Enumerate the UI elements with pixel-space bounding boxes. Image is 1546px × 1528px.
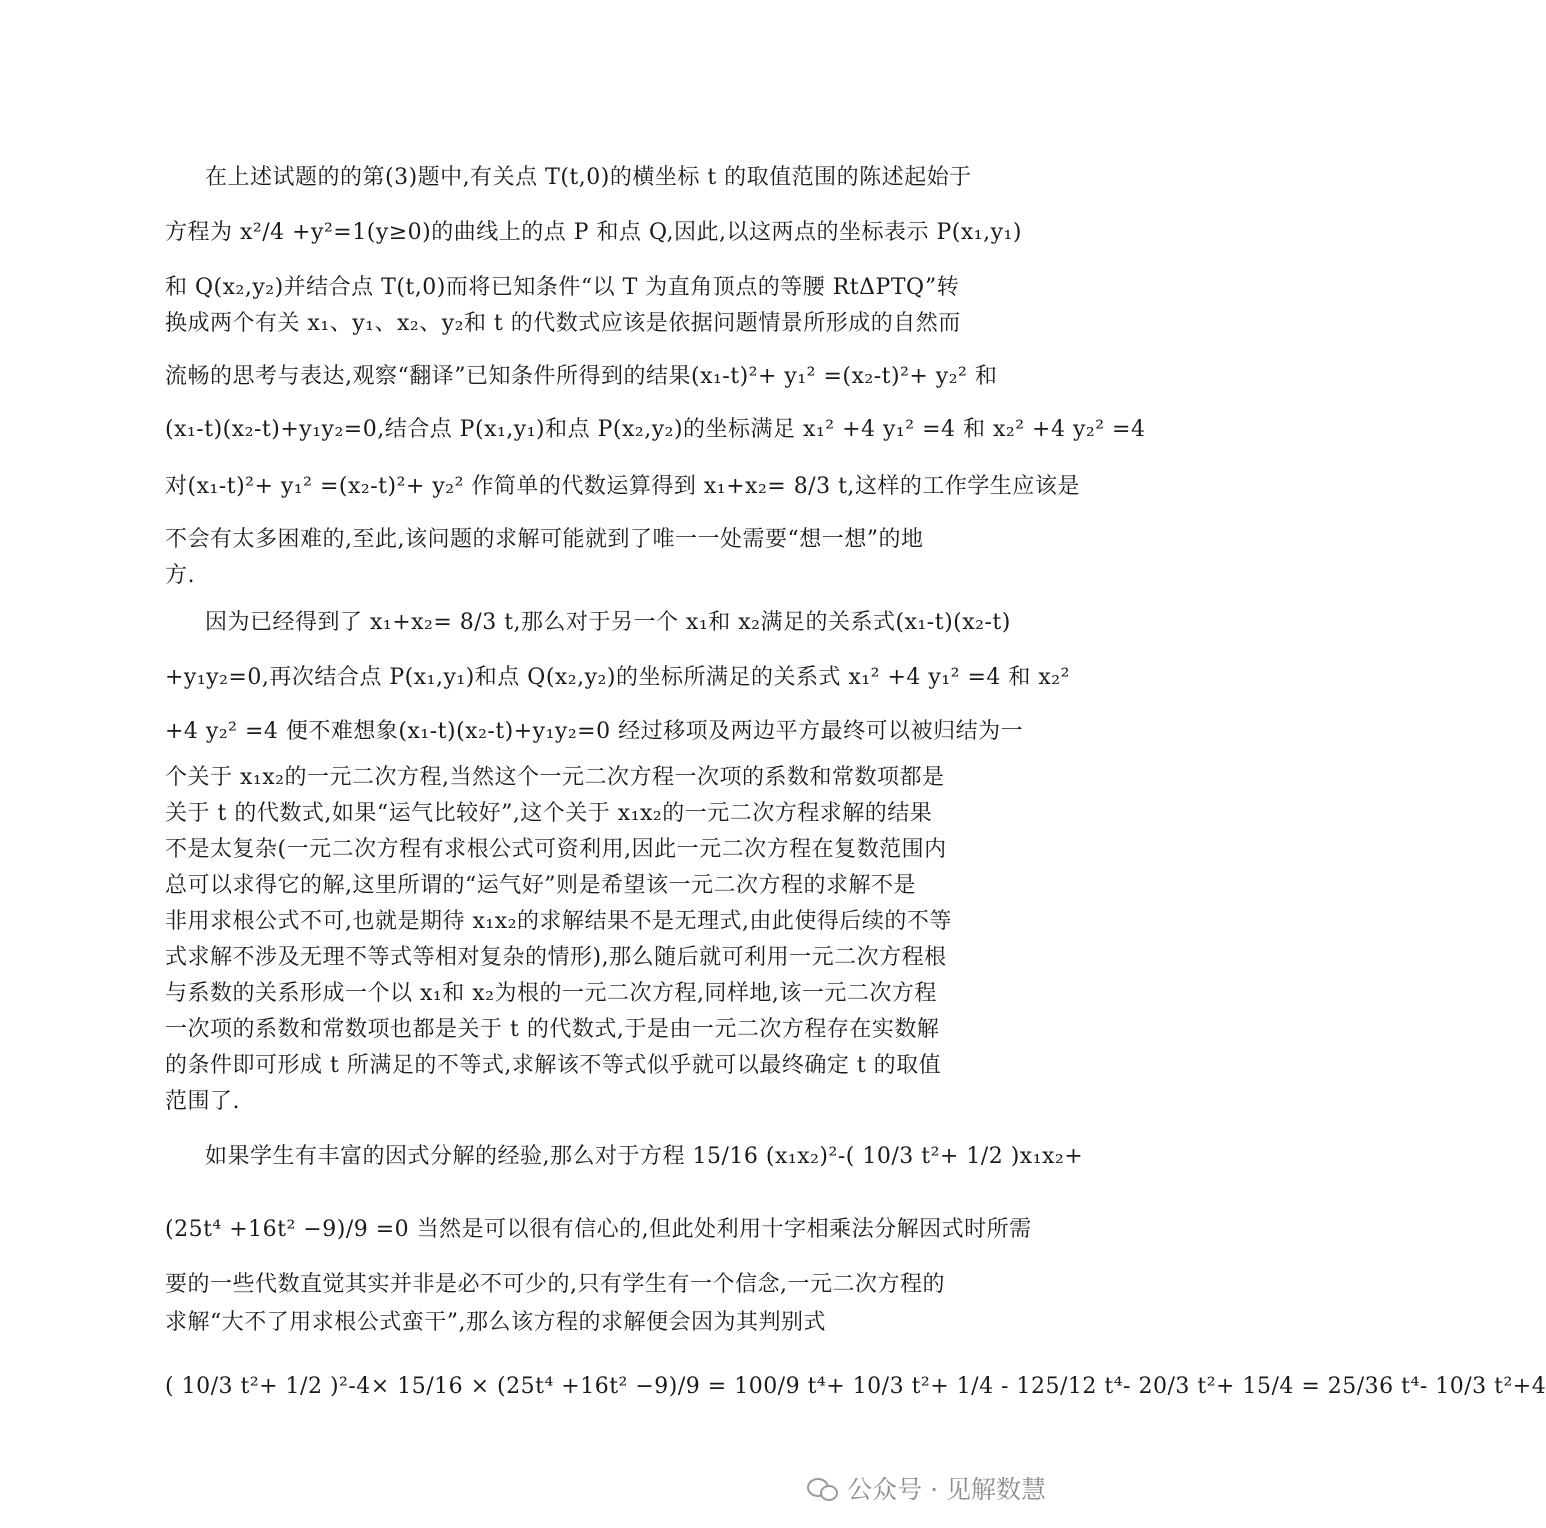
text-line: (25t⁴ +16t² −9)/9 =0 当然是可以很有信心的,但此处利用十字相乘法分解因式时所需	[165, 1217, 1032, 1242]
watermark-text: 公众号 · 见解数慧	[847, 1475, 1046, 1504]
text-line: ( 10/3 t²+ 1/2 )²-4× 15/16 × (25t⁴ +16t² −9)/9 = 100/9 t⁴+ 10/3 t²+ 1/4 - 125/12 t⁴- 20/3 t²+ 15/4 = 25/36 t⁴- 10/3 t²+4	[165, 1374, 1546, 1399]
text-line: 因为已经得到了 x₁+x₂= 8/3 t,那么对于另一个 x₁和 x₂满足的关系式(x₁-t)(x₂-t)	[205, 610, 1011, 635]
text-line: +4 y₂² =4 便不难想象(x₁-t)(x₂-t)+y₁y₂=0 经过移项及两边平方最终可以被归结为一	[165, 719, 1024, 744]
text-line: 求解“大不了用求根公式蛮干”,那么该方程的求解便会因为其判别式	[165, 1310, 826, 1335]
text-line: 要的一些代数直觉其实并非是必不可少的,只有学生有一个信念,一元二次方程的	[165, 1272, 945, 1297]
text-line: 换成两个有关 x₁、y₁、x₂、y₂和 t 的代数式应该是依据问题情景所形成的自然而	[165, 311, 961, 336]
text-line: 一次项的系数和常数项也都是关于 t 的代数式,于是由一元二次方程存在实数解	[165, 1017, 940, 1042]
text-line: 非用求根公式不可,也就是期待 x₁x₂的求解结果不是无理式,由此使得后续的不等	[165, 909, 952, 934]
text-line: 对(x₁-t)²+ y₁² =(x₂-t)²+ y₂² 作简单的代数运算得到 x₁+x₂= 8/3 t,这样的工作学生应该是	[165, 474, 1080, 499]
text-line: 流畅的思考与表达,观察“翻译”已知条件所得到的结果(x₁-t)²+ y₁² =(x₂-t)²+ y₂² 和	[165, 364, 998, 389]
text-line: 在上述试题的的第(3)题中,有关点 T(t,0)的横坐标 t 的取值范围的陈述起始于	[205, 165, 972, 190]
chat-bubble-icon	[807, 1475, 837, 1501]
text-line: 个关于 x₁x₂的一元二次方程,当然这个一元二次方程一次项的系数和常数项都是	[165, 765, 945, 790]
text-line: 方程为 x²/4 +y²=1(y≥0)的曲线上的点 P 和点 Q,因此,以这两点的坐标表示 P(x₁,y₁)	[165, 220, 1022, 245]
text-line: 总可以求得它的解,这里所谓的“运气好”则是希望该一元二次方程的求解不是	[165, 873, 916, 898]
text-line: 的条件即可形成 t 所满足的不等式,求解该不等式似乎就可以最终确定 t 的取值	[165, 1053, 942, 1078]
text-line: 和 Q(x₂,y₂)并结合点 T(t,0)而将已知条件“以 T 为直角顶点的等腰 RtΔPTQ”转	[165, 275, 960, 300]
text-line: 式求解不涉及无理不等式等相对复杂的情形),那么随后就可利用一元二次方程根	[165, 945, 947, 970]
text-line: (x₁-t)(x₂-t)+y₁y₂=0,结合点 P(x₁,y₁)和点 P(x₂,y₂)的坐标满足 x₁² +4 y₁² =4 和 x₂² +4 y₂² =4	[165, 417, 1146, 442]
text-line: 与系数的关系形成一个以 x₁和 x₂为根的一元二次方程,同样地,该一元二次方程	[165, 981, 937, 1006]
text-line: 方.	[165, 563, 195, 588]
text-line: 不会有太多困难的,至此,该问题的求解可能就到了唯一一处需要“想一想”的地	[165, 527, 924, 552]
text-line: 如果学生有丰富的因式分解的经验,那么对于方程 15/16 (x₁x₂)²-( 10/3 t²+ 1/2 )x₁x₂+	[205, 1144, 1084, 1169]
text-line: 范围了.	[165, 1089, 240, 1114]
text-line: +y₁y₂=0,再次结合点 P(x₁,y₁)和点 Q(x₂,y₂)的坐标所满足的关系式 x₁² +4 y₁² =4 和 x₂²	[165, 665, 1070, 690]
text-line: 不是太复杂(一元二次方程有求根公式可资利用,因此一元二次方程在复数范围内	[165, 837, 947, 862]
text-line: 关于 t 的代数式,如果“运气比较好”,这个关于 x₁x₂的一元二次方程求解的结果	[165, 801, 933, 826]
watermark	[807, 1470, 1046, 1506]
